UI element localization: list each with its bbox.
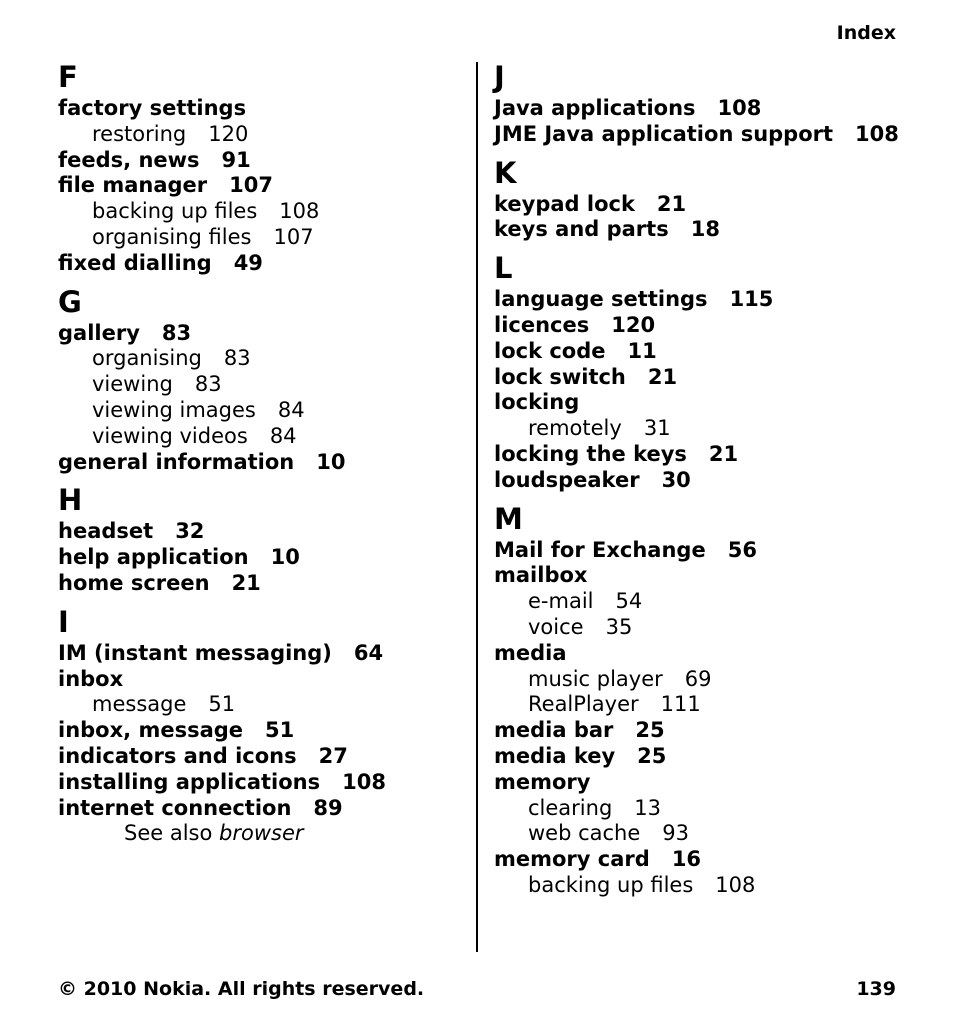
subentry-page: 13 <box>634 795 662 820</box>
entry-page: 10 <box>316 449 346 474</box>
section-letter: G <box>58 284 82 319</box>
index-entry <box>494 563 914 589</box>
subentry-term: viewing videos <box>92 423 248 448</box>
entry-page: 91 <box>221 147 251 172</box>
entry-page: 21 <box>656 191 687 216</box>
entry-page: 89 <box>313 795 343 820</box>
index-column-left <box>58 60 478 847</box>
subentry-term: voice <box>528 614 584 639</box>
subentry-term: e-mail <box>528 589 594 614</box>
entry-term: indicators and icons <box>58 743 297 768</box>
entry-term: memory card <box>494 847 650 872</box>
index-section <box>494 60 914 148</box>
index-entry <box>58 571 478 597</box>
index-entry <box>58 770 478 796</box>
index-entry <box>58 519 478 545</box>
index-section <box>494 156 914 244</box>
subentry-page: 108 <box>279 199 320 224</box>
entry-page: 49 <box>233 250 263 275</box>
index-section <box>58 483 478 596</box>
entry-term: lock switch <box>494 364 626 389</box>
index-subentry <box>494 416 914 442</box>
index-section <box>58 285 478 476</box>
section-letter: I <box>58 604 69 639</box>
subentry-term: viewing <box>92 372 173 397</box>
subentry-page: 83 <box>223 346 251 371</box>
index-subentry <box>58 346 478 372</box>
subentry-term: remotely <box>528 416 622 441</box>
index-entry <box>494 770 914 796</box>
subentry-term: backing up files <box>92 199 258 224</box>
index-section <box>494 251 914 493</box>
entry-term: licences <box>494 312 590 337</box>
subentry-page: 83 <box>194 372 222 397</box>
index-entry <box>494 122 914 148</box>
column-divider <box>476 62 478 952</box>
entry-term: memory <box>494 769 591 794</box>
entry-term: language settings <box>494 287 708 312</box>
entry-page: 21 <box>708 441 739 466</box>
subentry-term: backing up files <box>528 872 694 897</box>
index-entry <box>494 287 914 313</box>
index-subentry <box>494 615 914 641</box>
index-entry <box>58 641 478 667</box>
index-entry <box>494 365 914 391</box>
see-also-prefix: See also <box>124 821 213 846</box>
index-subentry <box>58 225 478 251</box>
subentry-term: clearing <box>528 795 613 820</box>
section-letter: M <box>494 501 523 536</box>
entry-page: 21 <box>647 364 678 389</box>
entry-term: help application <box>58 545 249 570</box>
subentry-term: organising <box>92 346 202 371</box>
running-header: Index <box>836 22 896 44</box>
index-entry <box>494 390 914 416</box>
index-entry <box>494 641 914 667</box>
index-subentry <box>58 692 478 718</box>
subentry-page: 111 <box>660 692 701 717</box>
index-section <box>494 502 914 899</box>
index-entry <box>494 538 914 564</box>
entry-page: 120 <box>611 312 656 337</box>
subentry-page: 84 <box>269 423 297 448</box>
index-subentry <box>58 372 478 398</box>
entry-page: 115 <box>729 287 774 312</box>
entry-term: internet connection <box>58 795 292 820</box>
index-subentry <box>494 692 914 718</box>
entry-term: media key <box>494 743 616 768</box>
entry-page: 25 <box>637 743 667 768</box>
index-subentry <box>494 589 914 615</box>
index-entry <box>58 321 478 347</box>
entry-page: 18 <box>690 217 720 242</box>
subentry-page: 84 <box>277 397 305 422</box>
index-subentry <box>58 199 478 225</box>
subentry-term: RealPlayer <box>528 692 639 717</box>
entry-page: 64 <box>353 640 384 665</box>
index-column-right <box>494 60 914 899</box>
section-letter: K <box>494 155 517 190</box>
index-entry <box>58 718 478 744</box>
entry-term: mailbox <box>494 563 588 588</box>
index-entry <box>494 192 914 218</box>
index-subentry <box>494 873 914 899</box>
entry-term: factory settings <box>58 96 247 120</box>
index-subentry <box>58 424 478 450</box>
entry-term: locking the keys <box>494 441 687 466</box>
index-entry <box>58 148 478 174</box>
subentry-page: 69 <box>684 666 712 691</box>
entry-term: inbox <box>58 666 124 691</box>
entry-term: home screen <box>58 570 210 595</box>
index-subentry <box>58 122 478 148</box>
entry-term: JME Java application support <box>494 121 834 146</box>
subentry-term: viewing images <box>92 397 256 422</box>
page-number: 139 <box>856 978 896 1000</box>
index-entry <box>494 313 914 339</box>
entry-term: fixed dialling <box>58 250 212 275</box>
entry-page: 107 <box>229 173 273 198</box>
section-letter: H <box>58 483 83 518</box>
entry-term: installing applications <box>58 769 321 794</box>
entry-term: gallery <box>58 320 140 345</box>
entry-term: Java applications <box>494 96 696 120</box>
index-section <box>58 605 478 847</box>
entry-term: lock code <box>494 338 606 363</box>
section-letter: J <box>494 60 505 94</box>
entry-term: feeds, news <box>58 147 200 172</box>
subentry-term: web cache <box>528 821 641 846</box>
subentry-term: organising files <box>92 224 252 249</box>
entry-page: 30 <box>661 467 691 492</box>
subentry-page: 35 <box>605 614 633 639</box>
entry-term: general information <box>58 449 295 474</box>
subentry-page: 54 <box>615 589 643 614</box>
subentry-term: message <box>92 692 187 717</box>
entry-page: 16 <box>671 847 702 872</box>
subentry-page: 51 <box>208 692 236 717</box>
entry-page: 32 <box>175 519 205 544</box>
index-subentry <box>494 821 914 847</box>
index-entry <box>494 718 914 744</box>
entry-page: 25 <box>635 718 665 743</box>
entry-term: loudspeaker <box>494 467 640 492</box>
index-section <box>58 60 478 277</box>
see-also-target: browser <box>219 821 304 846</box>
copyright-notice: © 2010 Nokia. All rights reserved. <box>58 978 425 1000</box>
entry-term: media bar <box>494 718 614 743</box>
entry-page: 21 <box>231 570 261 595</box>
entry-page: 108 <box>342 769 386 794</box>
entry-page: 27 <box>318 743 348 768</box>
entry-page: 51 <box>265 718 295 743</box>
index-entry <box>494 339 914 365</box>
subentry-page: 93 <box>662 821 690 846</box>
entry-term: Mail for Exchange <box>494 537 706 562</box>
entry-page: 108 <box>717 96 762 120</box>
entry-page: 10 <box>270 545 300 570</box>
entry-page: 83 <box>161 320 192 345</box>
index-entry <box>58 251 478 277</box>
entry-term: file manager <box>58 173 208 198</box>
index-entry <box>494 442 914 468</box>
section-letter: L <box>494 251 513 286</box>
index-entry <box>58 96 478 122</box>
entry-page: 108 <box>855 121 899 146</box>
entry-page: 56 <box>727 537 757 562</box>
index-subentry <box>494 796 914 822</box>
index-subentry <box>58 398 478 424</box>
section-letter: F <box>58 60 78 94</box>
index-entry <box>494 96 914 122</box>
subentry-term: restoring <box>92 121 187 146</box>
entry-term: IM (instant messaging) <box>58 640 332 665</box>
entry-term: headset <box>58 519 154 544</box>
entry-term: media <box>494 640 567 665</box>
subentry-page: 31 <box>643 416 671 441</box>
entry-term: locking <box>494 390 580 415</box>
entry-term: keypad lock <box>494 191 635 216</box>
subentry-page: 107 <box>273 224 314 249</box>
index-entry <box>58 744 478 770</box>
index-entry <box>58 667 478 693</box>
index-entry <box>58 796 478 822</box>
subentry-page: 120 <box>208 121 249 146</box>
index-entry <box>494 847 914 873</box>
index-entry <box>494 744 914 770</box>
index-entry <box>58 450 478 476</box>
index-entry <box>494 468 914 494</box>
subentry-page: 108 <box>715 872 756 897</box>
index-entry <box>494 217 914 243</box>
index-entry <box>58 173 478 199</box>
entry-page: 11 <box>627 338 657 363</box>
index-entry <box>58 545 478 571</box>
see-also-reference <box>58 821 478 847</box>
entry-term: keys and parts <box>494 217 669 242</box>
subentry-term: music player <box>528 666 663 691</box>
entry-term: inbox, message <box>58 718 244 743</box>
index-subentry <box>494 667 914 693</box>
